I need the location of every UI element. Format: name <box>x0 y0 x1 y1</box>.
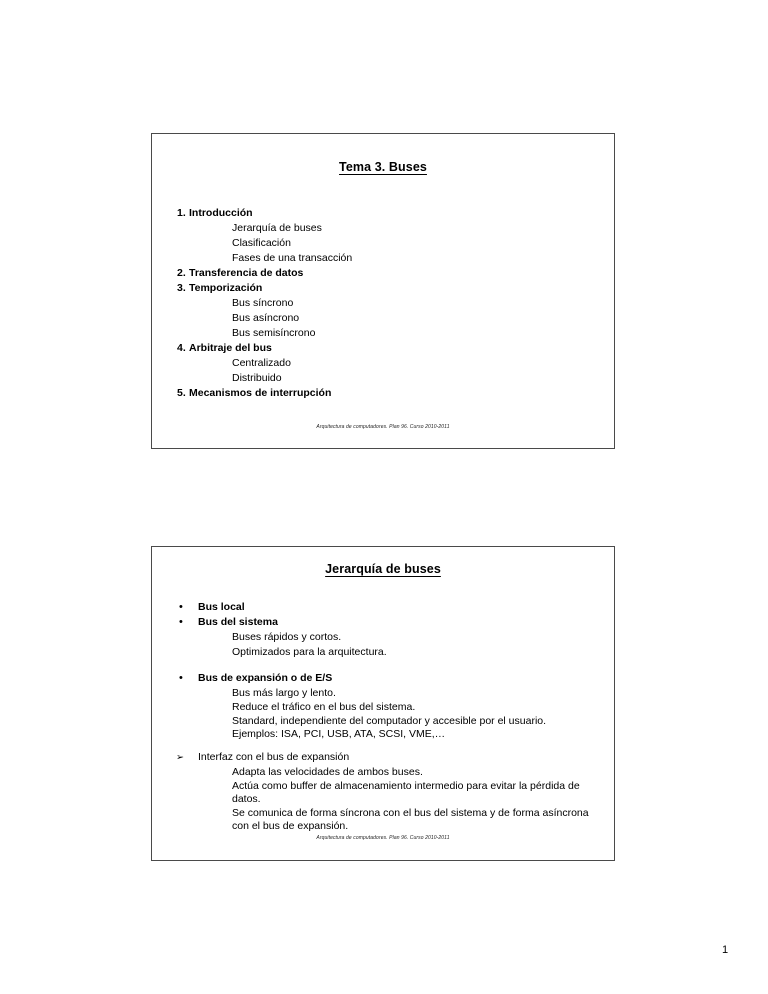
outline-subitem: Jerarquía de buses <box>232 222 322 234</box>
outline-number: 3. <box>177 282 186 294</box>
outline-subitem: Fases de una transacción <box>232 252 353 264</box>
bullet-subitem: Actúa como buffer de almacenamiento intermedio para evitar la pérdida de datos. <box>232 780 580 805</box>
outline-subitem: Clasificación <box>232 237 291 249</box>
slide-footer: Arquitectura de computadores. Plan 96. Curso 2010-2011 <box>316 835 450 841</box>
slide-1 <box>151 133 615 449</box>
bullet-subitem: Ejemplos: ISA, PCI, USB, ATA, SCSI, VME,… <box>232 728 446 740</box>
slide-2-title: Jerarquía de buses <box>325 562 441 576</box>
bullet-row <box>152 751 349 764</box>
outline-row <box>152 282 262 295</box>
outline-row <box>152 342 272 355</box>
outline-label: Transferencia de datos <box>189 267 304 279</box>
slide-2-body <box>152 547 614 860</box>
slide-1-body <box>152 134 614 448</box>
outline-number: 4. <box>177 342 186 354</box>
bullet-label: Bus local <box>198 601 245 613</box>
outline-subitem: Bus semisíncrono <box>232 327 316 339</box>
bullet-label: Interfaz con el bus de expansión <box>198 751 350 763</box>
outline-subitem: Bus síncrono <box>232 297 294 309</box>
outline-label: Temporización <box>189 282 263 294</box>
outline-number: 2. <box>177 267 186 279</box>
slide-footer: Arquitectura de computadores. Plan 96. Curso 2010-2011 <box>316 424 450 430</box>
bullet-subitem: Optimizados para la arquitectura. <box>232 646 387 658</box>
outline-row <box>152 207 253 220</box>
dot-bullet-icon: • <box>179 601 183 613</box>
slide-2 <box>151 546 615 861</box>
bullet-subitem: Se comunica de forma síncrona con el bus del sistema y de forma asíncrona con el bus de expansión. <box>232 807 589 832</box>
outline-row <box>152 267 303 280</box>
outline-label: Mecanismos de interrupción <box>189 387 332 399</box>
bullet-row <box>152 616 278 629</box>
dot-bullet-icon: • <box>179 672 183 684</box>
outline-label: Introducción <box>189 207 253 219</box>
arrow-bullet-icon: ➢ <box>176 752 184 763</box>
outline-label: Arbitraje del bus <box>189 342 272 354</box>
bullet-label: Bus de expansión o de E/S <box>198 672 333 684</box>
outline-number: 1. <box>177 207 186 219</box>
bullet-row <box>152 672 332 685</box>
page-number: 1 <box>722 944 729 956</box>
outline-number: 5. <box>177 387 186 399</box>
slide-1-title: Tema 3. Buses <box>339 160 427 174</box>
bullet-subitem: Standard, independiente del computador y accesible por el usuario. <box>232 715 547 727</box>
bullet-label: Bus del sistema <box>198 616 278 628</box>
dot-bullet-icon: • <box>179 616 183 628</box>
bullet-subitem: Adapta las velocidades de ambos buses. <box>232 766 423 778</box>
outline-subitem: Distribuido <box>232 372 282 384</box>
bullet-subitem: Bus más largo y lento. <box>232 687 336 699</box>
outline-row <box>152 387 331 400</box>
bullet-subitem: Reduce el tráfico en el bus del sistema. <box>232 701 416 713</box>
outline-subitem: Bus asíncrono <box>232 312 300 324</box>
bullet-subitem: Buses rápidos y cortos. <box>232 631 342 643</box>
bullet-row <box>152 601 245 614</box>
outline-subitem: Centralizado <box>232 357 291 369</box>
